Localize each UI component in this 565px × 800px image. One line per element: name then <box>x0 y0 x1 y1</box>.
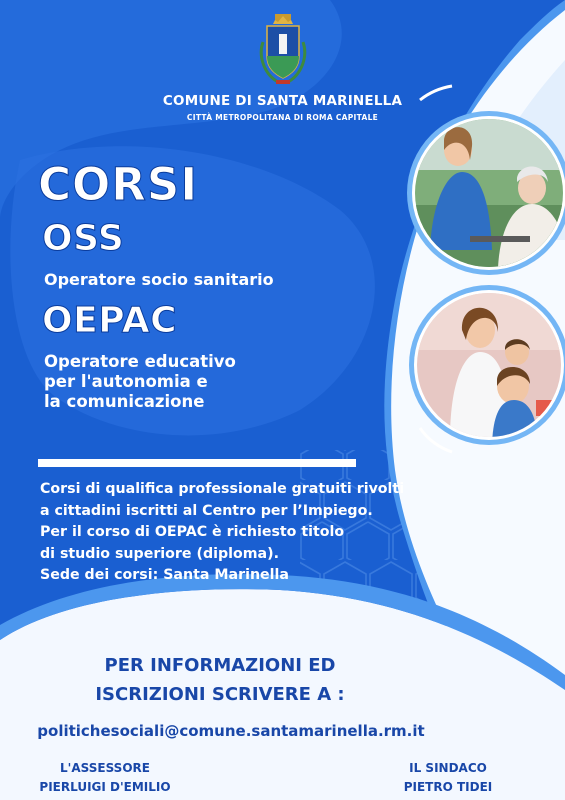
oss-description: Operatore socio sanitario <box>44 270 274 289</box>
assessore-name: PIERLUIGI D'EMILIO <box>39 780 171 794</box>
municipal-crest-icon <box>258 12 308 88</box>
sindaco-signature <box>378 759 518 797</box>
sindaco-role: IL SINDACO <box>409 761 487 775</box>
assessore-role: L'ASSESSORE <box>60 761 150 775</box>
municipality-title: COMUNE DI SANTA MARINELLA <box>162 93 403 109</box>
municipality-subtitle: CITTÀ METROPOLITANA DI ROMA CAPITALE <box>186 113 379 122</box>
oepac-description: Operatore educativo per l'autonomia e la comunicazione <box>44 352 236 411</box>
course-details: Corsi di qualifica professionale gratuiti rivolti a cittadini iscritti al Centro per l’Impiego. Per il corso di OEPAC è richiesto titolo di studio superiore (diploma). Sede dei corsi: Santa Marinella <box>40 481 405 583</box>
corsi-heading: CORSI <box>38 158 199 211</box>
sindaco-name: PIETRO TIDEI <box>403 780 493 794</box>
contact-email-link[interactable]: politichesociali@comune.santamarinella.rm.it <box>37 722 425 740</box>
contact-heading: PER INFORMAZIONI ED ISCRIZIONI SCRIVERE A : <box>95 655 345 705</box>
oepac-heading: OEPAC <box>42 300 178 341</box>
assessore-signature <box>10 759 200 797</box>
oss-heading: OSS <box>42 218 125 259</box>
divider-line <box>38 459 356 467</box>
